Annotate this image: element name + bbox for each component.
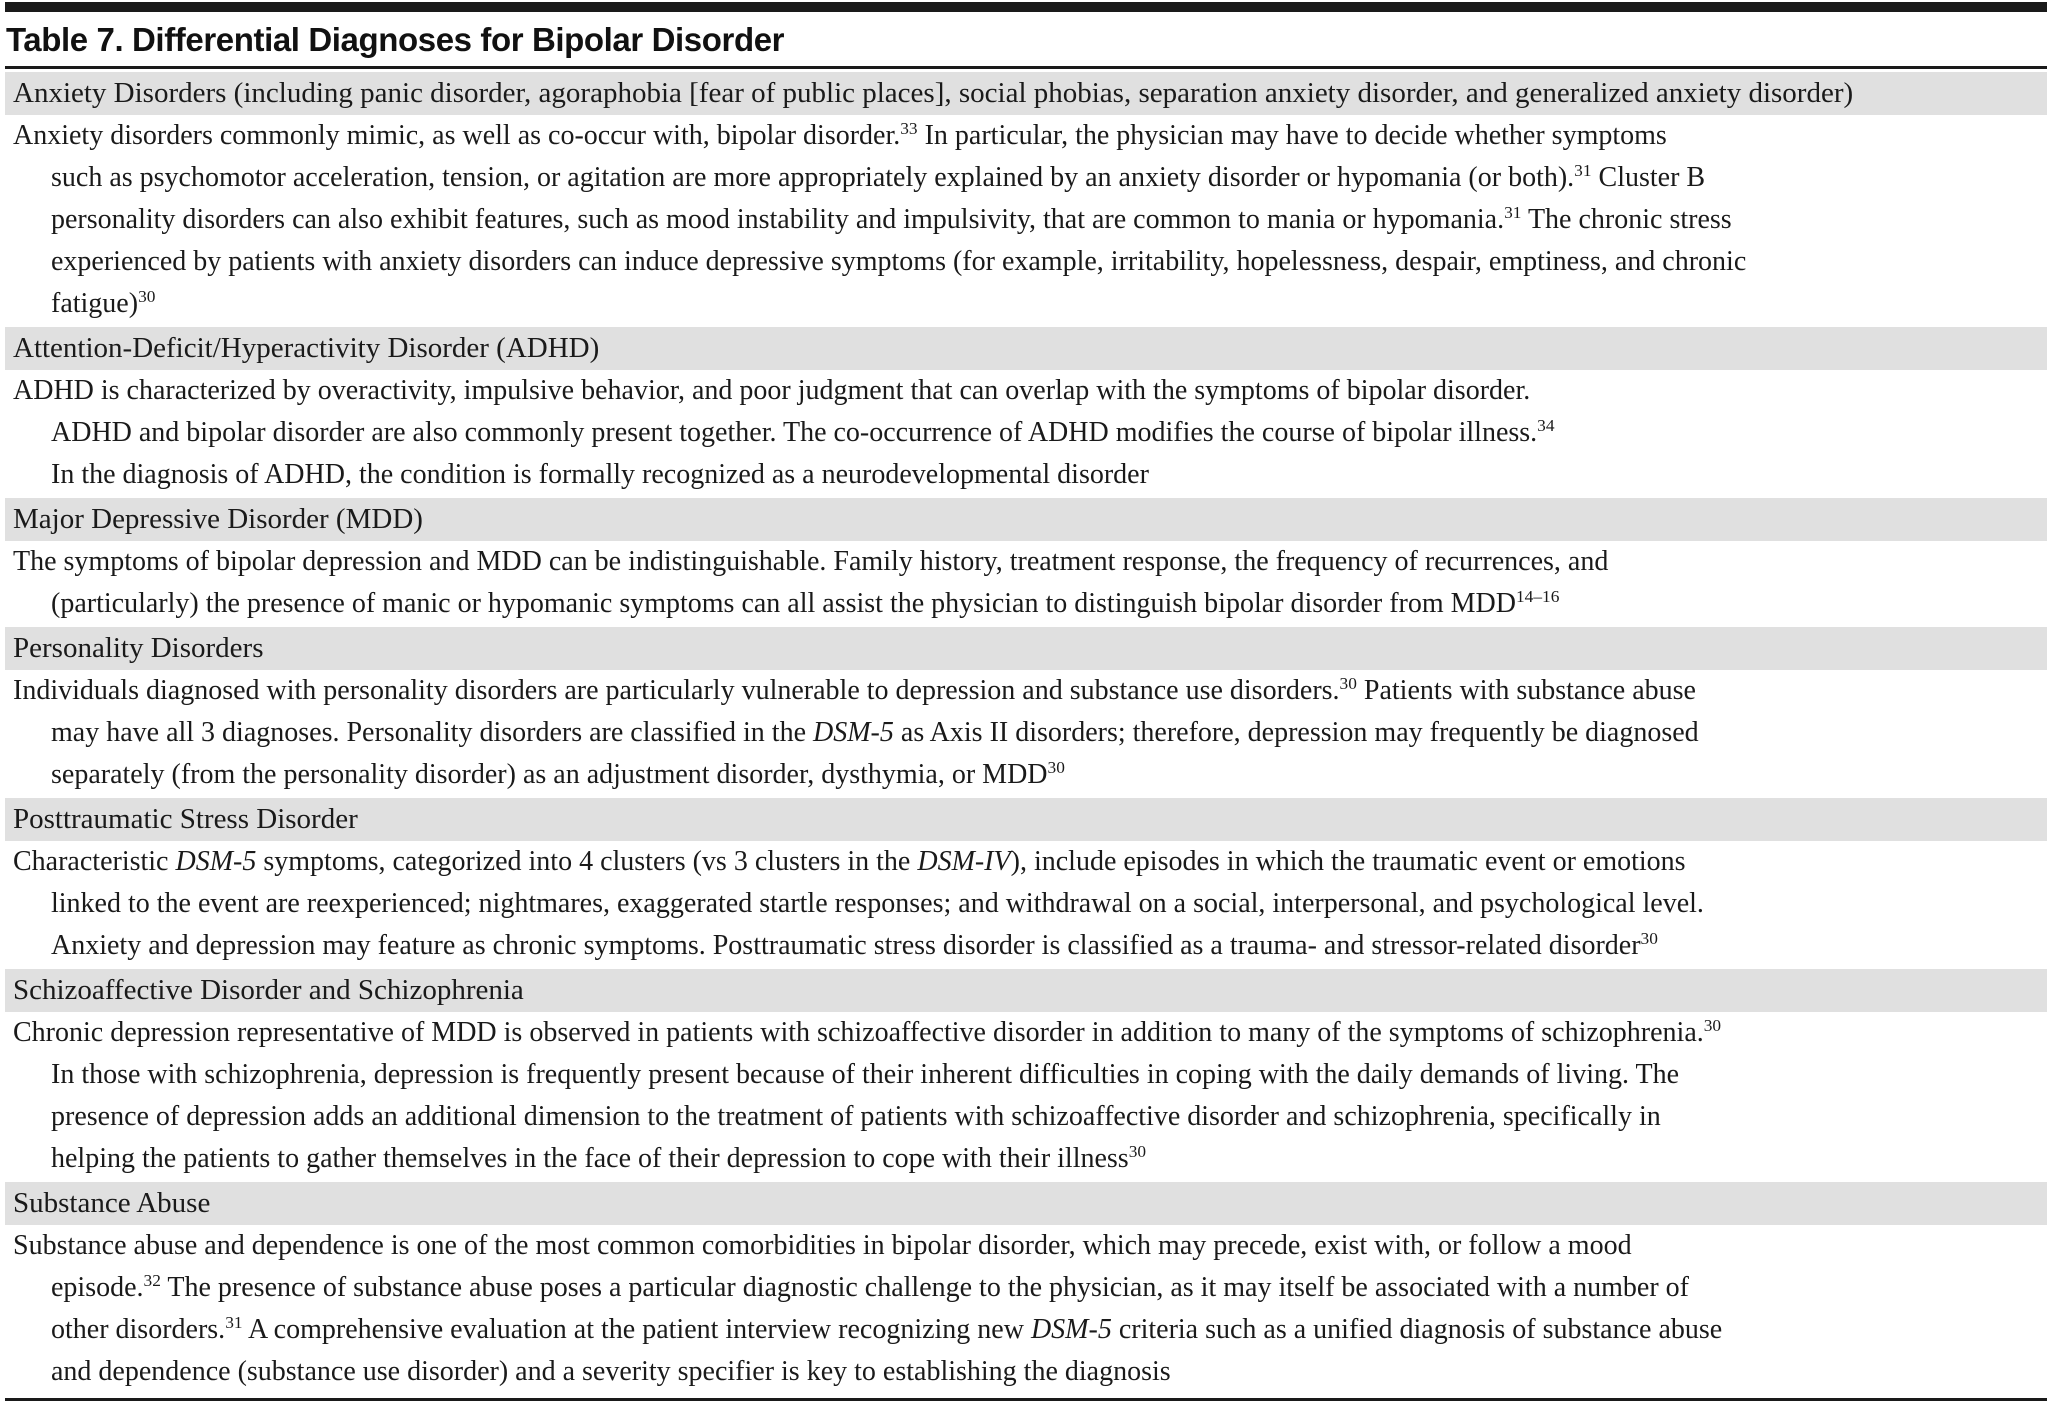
text-run: Substance abuse and dependence is one of the most common comorbidities in bipolar disorder, which may precede, exist with, or follow a mood <box>13 1230 1632 1261</box>
section-header: Major Depressive Disorder (MDD) <box>5 498 2047 541</box>
reference-superscript: 14–16 <box>1516 587 1560 607</box>
text-run: criteria such as a unified diagnosis of substance abuse <box>1111 1314 1723 1345</box>
section-header: Personality Disorders <box>5 627 2047 670</box>
table-section <box>5 72 2047 327</box>
text-run: Anxiety and depression may feature as chronic symptoms. Posttraumatic stress disorder is classified as a trauma- and stressor-related disorder <box>51 930 1641 961</box>
text-line <box>5 115 2047 157</box>
reference-superscript: 30 <box>138 287 156 307</box>
text-run: In those with schizophrenia, depression is frequently present because of their inherent difficulties in coping with the daily demands of living. The <box>51 1059 1679 1090</box>
italic-text: DSM-IV <box>917 846 1011 877</box>
reference-superscript: 34 <box>1537 416 1555 436</box>
text-run: helping the patients to gather themselves in the face of their depression to cope with their illness <box>51 1143 1129 1174</box>
text-line <box>5 925 2047 967</box>
title-rule <box>5 66 2047 69</box>
text-run: may have all 3 diagnoses. Personality disorders are classified in the <box>51 717 814 748</box>
italic-text: DSM-5 <box>175 846 257 877</box>
reference-superscript: 30 <box>1339 674 1357 694</box>
text-run: linked to the event are reexperienced; nightmares, exaggerated startle responses; and withdrawal on a social, interpersonal, and psychological level. <box>51 888 1704 919</box>
text-line <box>5 883 2047 925</box>
reference-superscript: 30 <box>1047 758 1065 778</box>
text-line <box>5 1012 2047 1054</box>
text-run: Chronic depression representative of MDD is observed in patients with schizoaffective disorder in addition to many of the symptoms of schizophrenia. <box>13 1017 1704 1048</box>
text-line <box>5 1054 2047 1096</box>
table-top-rule <box>5 2 2047 12</box>
text-line <box>5 412 2047 454</box>
reference-superscript: 30 <box>1128 1142 1147 1162</box>
text-run: presence of depression adds an additional dimension to the treatment of patients with schizoaffective disorder and schizophrenia, specifically in <box>51 1101 1661 1132</box>
text-line <box>5 199 2047 241</box>
table-section <box>5 327 2047 498</box>
text-run: fatigue) <box>51 288 139 319</box>
section-header: Posttraumatic Stress Disorder <box>5 798 2047 841</box>
table-body <box>5 72 2047 1395</box>
text-run: other disorders. <box>51 1314 226 1345</box>
text-line <box>5 1309 2047 1351</box>
section-header: Anxiety Disorders (including panic disorder, agoraphobia [fear of public places], social phobias, separation anxiety disorder, and generalized anxiety disorder) <box>5 72 2047 115</box>
section-paragraph <box>5 115 2047 327</box>
italic-text: DSM-5 <box>813 717 894 748</box>
reference-superscript: 30 <box>1703 1016 1722 1036</box>
text-line <box>5 370 2047 412</box>
reference-superscript: 32 <box>143 1271 161 1291</box>
section-paragraph <box>5 841 2047 969</box>
text-run: Patients with substance abuse <box>1356 675 1696 706</box>
text-line <box>5 1225 2047 1267</box>
table-section <box>5 627 2047 798</box>
text-line <box>5 454 2047 496</box>
reference-superscript: 33 <box>900 119 918 139</box>
table-section <box>5 969 2047 1182</box>
section-paragraph <box>5 670 2047 798</box>
reference-superscript: 31 <box>1504 203 1522 223</box>
text-line <box>5 241 2047 283</box>
table-title: Table 7. Differential Diagnoses for Bipolar Disorder <box>6 21 785 58</box>
text-line <box>5 157 2047 199</box>
text-run: In particular, the physician may have to decide whether symptoms <box>917 120 1667 151</box>
text-run: The presence of substance abuse poses a particular diagnostic challenge to the physician, as it may itself be associated with a number of <box>160 1272 1689 1303</box>
table-container <box>5 2 2047 1401</box>
text-line <box>5 583 2047 625</box>
italic-text: DSM-5 <box>1030 1314 1112 1345</box>
text-line <box>5 754 2047 796</box>
text-run: and dependence (substance use disorder) and a severity specifier is key to establishing the diagnosis <box>51 1356 1171 1387</box>
section-paragraph <box>5 1225 2047 1395</box>
text-run: Cluster B <box>1591 162 1706 193</box>
reference-superscript: 31 <box>1574 161 1592 181</box>
text-run: The chronic stress <box>1521 204 1732 235</box>
text-run: In the diagnosis of ADHD, the condition is formally recognized as a neurodevelopmental disorder <box>51 459 1149 490</box>
text-run: separately (from the personality disorder) as an adjustment disorder, dysthymia, or MDD <box>51 759 1048 790</box>
section-paragraph <box>5 370 2047 498</box>
text-run: The symptoms of bipolar depression and MDD can be indistinguishable. Family history, treatment response, the frequency of recurrences, and <box>13 546 1609 577</box>
text-run: Anxiety disorders commonly mimic, as well as co-occur with, bipolar disorder. <box>13 120 901 151</box>
text-run: experienced by patients with anxiety disorders can induce depressive symptoms (for example, irritability, hopelessness, despair, emptiness, and chronic <box>51 246 1747 277</box>
text-line <box>5 541 2047 583</box>
text-run: Individuals diagnosed with personality disorders are particularly vulnerable to depression and substance use disorders. <box>13 675 1340 706</box>
text-run: personality disorders can also exhibit features, such as mood instability and impulsivity, that are common to mania or hypomania. <box>51 204 1505 235</box>
table-section <box>5 498 2047 627</box>
section-header: Attention-Deficit/Hyperactivity Disorder (ADHD) <box>5 327 2047 370</box>
text-line <box>5 1096 2047 1138</box>
section-header: Schizoaffective Disorder and Schizophrenia <box>5 969 2047 1012</box>
text-line <box>5 712 2047 754</box>
section-paragraph <box>5 541 2047 627</box>
reference-superscript: 31 <box>225 1313 243 1333</box>
text-line <box>5 1351 2047 1393</box>
text-line <box>5 1267 2047 1309</box>
reference-superscript: 30 <box>1640 929 1658 949</box>
text-line <box>5 1138 2047 1180</box>
text-run: ADHD and bipolar disorder are also commonly present together. The co-occurrence of ADHD modifies the course of bipolar illness. <box>51 417 1538 448</box>
text-line <box>5 841 2047 883</box>
section-paragraph <box>5 1012 2047 1182</box>
text-line <box>5 283 2047 325</box>
text-run: ADHD is characterized by overactivity, impulsive behavior, and poor judgment that can overlap with the symptoms of bipolar disorder. <box>13 375 1531 406</box>
text-run: as Axis II disorders; therefore, depression may frequently be diagnosed <box>893 717 1699 748</box>
text-run: ), include episodes in which the traumatic event or emotions <box>1010 846 1686 877</box>
text-run: Characteristic <box>13 846 176 877</box>
section-header: Substance Abuse <box>5 1182 2047 1225</box>
text-run: (particularly) the presence of manic or hypomanic symptoms can all assist the physician to distinguish bipolar disorder from MDD <box>51 588 1516 619</box>
text-run: such as psychomotor acceleration, tension, or agitation are more appropriately explained by an anxiety disorder or hypomania (or both). <box>51 162 1575 193</box>
table-section <box>5 798 2047 969</box>
text-line <box>5 670 2047 712</box>
text-run: A comprehensive evaluation at the patient interview recognizing new <box>242 1314 1031 1345</box>
text-run: symptoms, categorized into 4 clusters (vs 3 clusters in the <box>256 846 918 877</box>
table-section <box>5 1182 2047 1395</box>
text-run: episode. <box>51 1272 144 1303</box>
